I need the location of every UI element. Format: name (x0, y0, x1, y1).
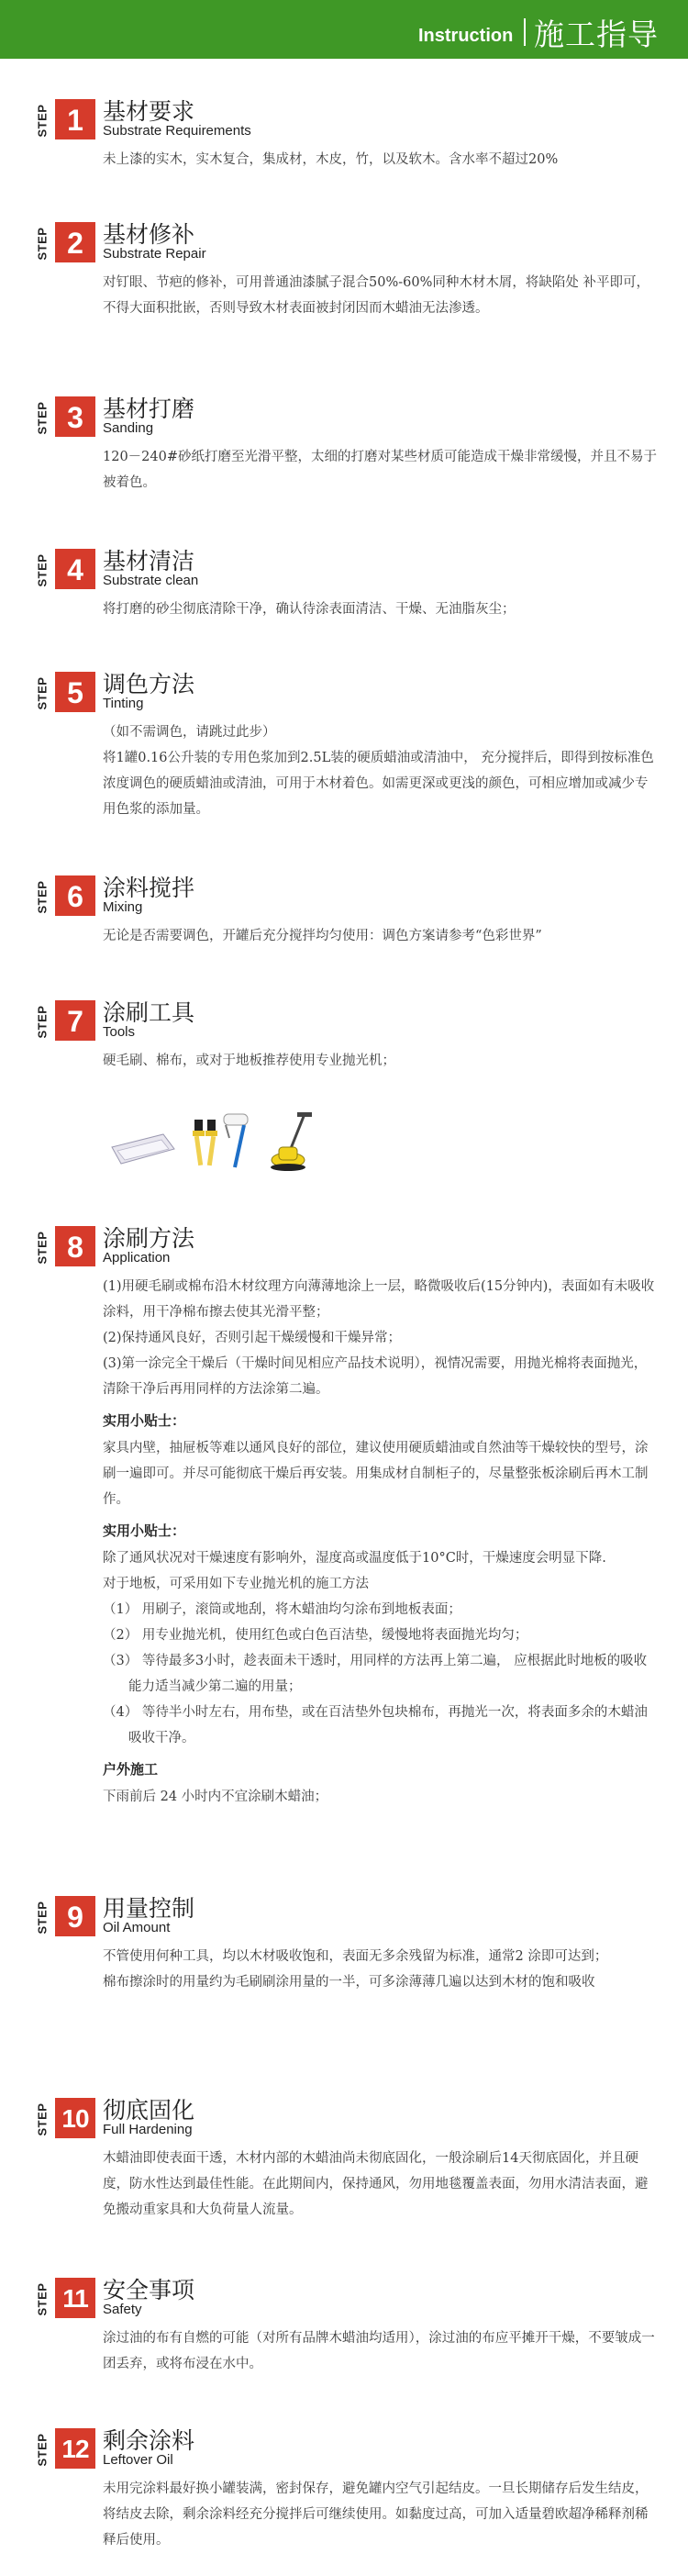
step-text: 未用完涂料最好换小罐装满，密封保存，避免罐内空气引起结皮。一旦长期储存后发生结皮，将结皮去除，剩余涂料经充分搅拌后可继续使用。如黏度过高，可加入适量碧欧超净稀释剂稀释后使用。 (103, 2481, 649, 2548)
tools-illustration (108, 1110, 347, 1175)
step-number: 7 (55, 1000, 95, 1041)
step-number: 6 (55, 875, 95, 916)
step-title-en: Tinting (103, 696, 144, 711)
sandpaper-icon (112, 1134, 174, 1164)
header-title-en: Instruction (418, 26, 514, 46)
step-label: STEP (35, 227, 50, 261)
outdoor-title: 户外施工 (103, 1761, 159, 1778)
tip-text: 除了通风状况对干燥速度有影响外，湿度高或温度低于10°C时，干燥速度会明显下降. (103, 1551, 606, 1566)
step-title-zh: 涂刷工具 (103, 999, 195, 1026)
step-title-en: Leftover Oil (103, 2452, 173, 2468)
step-title-zh: 基材要求 (103, 98, 195, 125)
step-label: STEP (35, 2282, 50, 2316)
step-title-en: Safety (103, 2302, 142, 2317)
step-title-en: Sanding (103, 420, 154, 436)
step-title-en: Substrate Repair (103, 246, 206, 262)
tip-text: （2） 用专业抛光机，使用红色或白色百洁垫，缓慢地将表面抛光均匀； (103, 1628, 528, 1643)
step-number: 10 (55, 2098, 95, 2138)
step-title-zh: 用量控制 (103, 1895, 195, 1922)
polisher-icon (271, 1112, 312, 1171)
step-label: STEP (35, 2433, 50, 2467)
step-text: 木蜡油即使表面干透，木材内部的木蜡油尚未彻底固化，一般涂刷后14天彻底固化，并且硬度，防水性达到最佳性能。在此期间内，保持通风，勿用地毯覆盖表面，勿用水清洁表面，避免搬动重家具和大负荷量人流量。 (103, 2151, 649, 2217)
step-text: 硬毛刷、棉布，或对于地板推荐使用专业抛光机； (103, 1054, 395, 1068)
header-title-zh: 施工指导 (534, 17, 659, 52)
step-title-zh: 基材修补 (103, 221, 195, 248)
tip-text: （4） 等待半小时左右，用布垫，或在百洁垫外包块棉布，再抛光一次，将表面多余的木蜡油吸收干净。 (103, 1705, 648, 1745)
step-number: 4 (55, 549, 95, 589)
tip-text: （3） 等待最多3小时，趁表面未干透时，用同样的方法再上第二遍， 应根据此时地板的吸收能力适当减少第二遍的用量； (103, 1654, 648, 1694)
step-label: STEP (35, 1901, 50, 1935)
step-label: STEP (35, 104, 50, 138)
step-text: 将打磨的砂尘彻底清除干净，确认待涂表面清洁、干燥、无油脂灰尘； (103, 602, 516, 617)
step-title-zh: 彻底固化 (103, 2097, 195, 2124)
brush-icon (193, 1120, 217, 1165)
step-title-zh: 基材打磨 (103, 396, 195, 422)
step-label: STEP (35, 2102, 50, 2136)
tip-text: 家具内壁，抽屉板等难以通风良好的部位，建议使用硬质蜡油或自然油等干燥较快的型号，涂刷一遍即可。并尽可能彻底干燥后再安装。用集成材自制柜子的，尽量整张板涂刷后再木工制作。 (103, 1441, 649, 1507)
step-title-zh: 剩余涂料 (103, 2427, 195, 2454)
step-number: 12 (55, 2428, 95, 2469)
step-number: 8 (55, 1226, 95, 1266)
step-title-zh: 涂刷方法 (103, 1225, 195, 1252)
step-text: 棉布擦涂时的用量约为毛刷刷涂用量的一半，可多涂薄薄几遍以达到木材的饱和吸收 (103, 1975, 595, 1990)
page-header (0, 0, 688, 59)
step-title-en: Substrate clean (103, 573, 199, 588)
tip-title: 实用小贴士： (103, 1522, 186, 1539)
step-label: STEP (35, 401, 50, 435)
step-text: 120－240#砂纸打磨至光滑平整，太细的打磨对某些材质可能造成干燥非常缓慢，并且不易于被着色。 (103, 450, 657, 490)
step-label: STEP (35, 1231, 50, 1265)
step-label: STEP (35, 1005, 50, 1039)
step-title-en: Substrate Requirements (103, 123, 251, 139)
header-divider (524, 18, 526, 46)
step-text: 无论是否需要调色，开罐后充分搅拌均匀使用：调色方案请参考“色彩世界” (103, 929, 542, 943)
step-number: 2 (55, 222, 95, 262)
step-text: 将1罐0.16公升装的专用色浆加到2.5L装的硬质蜡油或清油中， 充分搅拌后，即得到按标准色浓度调色的硬质蜡油或清油，可用于木材着色。如需更深或更浅的颜色，可相应增加或减少专用色浆的添加量。 (103, 751, 654, 817)
step-text: 不管使用何种工具，均以木材吸收饱和，表面无多余残留为标准，通常2 涂即可达到； (103, 1949, 608, 1964)
roller-icon (224, 1114, 248, 1167)
step-number: 9 (55, 1896, 95, 1936)
step-text: (1)用硬毛刷或棉布沿木材纹理方向薄薄地涂上一层，略微吸收后(15分钟内)，表面如有未吸收涂料，用干净棉布擦去使其光滑平整； (103, 1279, 655, 1320)
tip-title: 实用小贴士： (103, 1412, 186, 1429)
step-number: 3 (55, 396, 95, 437)
step-text: 涂过油的布有自燃的可能（对所有品牌木蜡油均适用），涂过油的布应平摊开干燥，不要皱成一团丢弃，或将布浸在水中。 (103, 2331, 655, 2371)
step-text: 未上漆的实木，实木复合，集成材，木皮，竹，以及软木。含水率不超过20% (103, 152, 559, 167)
step-number: 1 (55, 99, 95, 139)
step-number: 5 (55, 672, 95, 712)
step-title-zh: 涂料搅拌 (103, 875, 195, 901)
step-text: (3)第一涂完全干燥后（干燥时间见相应产品技术说明），视情况需要，用抛光棉将表面抛光，清除干净后再用同样的方法涂第二遍。 (103, 1356, 648, 1397)
step-title-zh: 调色方法 (103, 671, 195, 697)
step-text: （如不需调色，请跳过此步） (103, 725, 276, 740)
step-title-en: Application (103, 1250, 171, 1266)
tip-text: 对于地板，可采用如下专业抛光机的施工方法 (103, 1577, 369, 1591)
step-title-en: Oil Amount (103, 1920, 171, 1935)
step-label: STEP (35, 553, 50, 587)
step-label: STEP (35, 880, 50, 914)
step-title-en: Mixing (103, 899, 143, 915)
tip-text: （1） 用刷子，滚筒或地刮，将木蜡油均匀涂布到地板表面； (103, 1602, 461, 1617)
step-number: 11 (55, 2278, 95, 2318)
step-title-en: Full Hardening (103, 2122, 193, 2137)
step-title-zh: 安全事项 (103, 2277, 195, 2303)
step-text: 对钉眼、节疤的修补，可用普通油漆腻子混合50%-60%同种木材木屑，将缺陷处 补平即可，不得大面积批嵌，否则导致木材表面被封闭因而木蜡油无法渗透。 (103, 275, 649, 316)
step-text: (2)保持通风良好，否则引起干燥缓慢和干燥异常； (103, 1331, 402, 1345)
step-label: STEP (35, 676, 50, 710)
outdoor-text: 下雨前后 24 小时内不宜涂刷木蜡油； (103, 1790, 328, 1804)
step-title-zh: 基材清洁 (103, 548, 195, 574)
step-title-en: Tools (103, 1024, 136, 1040)
